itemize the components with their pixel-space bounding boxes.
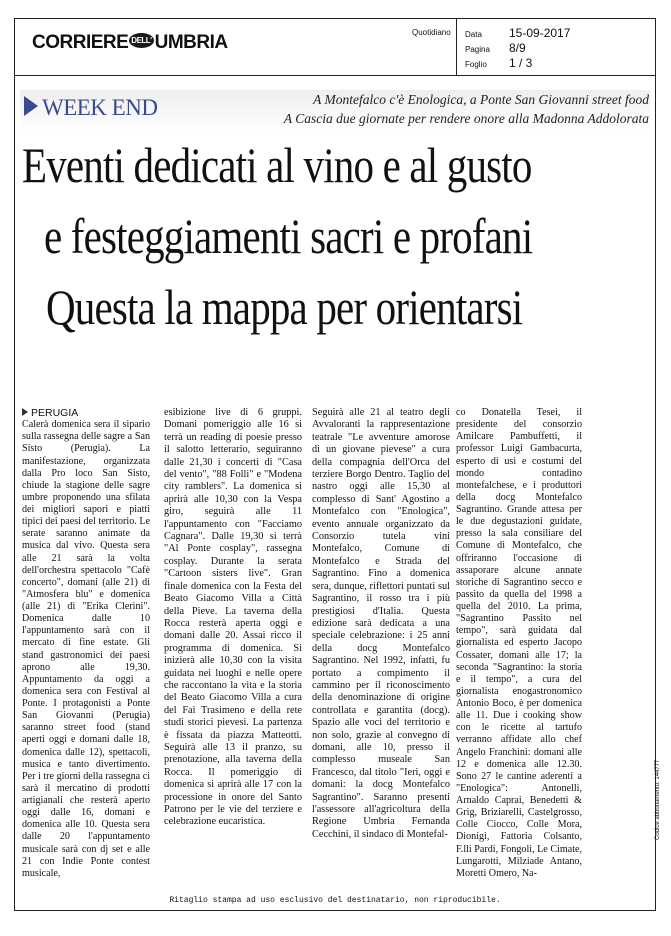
logo-mid: DELL' [129,33,153,48]
newspaper-logo [32,32,228,54]
meta-value-page: 8/9 [509,41,526,55]
byline-arrow-icon [22,408,28,416]
section-title: WEEK END [42,95,158,120]
footer-notice: Ritaglio stampa ad uso esclusivo del destinatario, non riproducibile. [169,896,501,905]
deck-line-1: A Montefalco c'è Enologica, a Ponte San Giovanni street food [313,92,649,107]
byline: PERUGIA [22,407,150,419]
meta-value-date: 15-09-2017 [509,26,571,40]
play-triangle-icon [24,96,38,116]
deck-line-2: A Cascia due giornate per rendere onore alla Madonna Addolorata [283,111,649,126]
logo-right: UMBRIA [154,32,228,53]
article-column-1 [22,407,150,880]
meta-value-sheet: 1 / 3 [509,56,533,70]
subscription-code: Codice abbonamento: 144777 [655,759,661,840]
article-column-3 [312,407,450,841]
column-3-text: Seguirà alle 21 al teatro degli Avvaloranti la rappresentazione teatrale "Le avventure amorose di un giovane pievese" a cura della compagnia dell'Orca del terziere Borgo Dentro. Taglio del nastro oggi alle 15,30 al complesso di Sant' Agostino a Montefalco con "Enologica", evento annuale organizzato da Consorzio tutela vini Montefalco, Comune di Montefalco e Strada del Sagrantino. Fino a domenica sera, dunque, riflettori puntati sul Sagrantino, il rosso tra i più prestigiosi d'Italia. Questa edizione sarà dedicata a una speciale celebrazione: i 25 anni della docg Montefalco Sagrantino. Nel 1992, infatti, fu portato a compimento il cammino per il riconoscimento della denominazione di origine controllata e garantita (docg). Spazio alle voci del territorio e non solo, grazie al convegno di domani, alle 10, presso il complesso museale San Francesco, dal titolo "Ieri, oggi e domani: la docg Montefalco Sagrantino". Saranno presenti l'assessore all'agricoltura della Regione Umbria Fernanda Cecchini, il sindaco di Montefal- [312,407,450,840]
headline-line-1: Eventi dedicati al vino e al gusto [22,137,532,193]
column-4-text: co Donatella Tesei, il presidente del consorzio Amilcare Pambuffetti, il professor Luigi Gambacurta, esperto di usi e costumi del mondo contadino montefalchese, e i produttori della docg Montefalco Sagrantino. Grande attesa per le due degustazioni guidate, presso la sala consiliare del Comune di Montefalco, che offriranno l'occasione di assaporare alcune annate storiche di Sagrantino secco e passito da quella del 1998 a quella del 2010. La prima, "Sagrantino Passito nel tempo", sarà guidata dal giornalista ed esperto Jacopo Cossater, domani alle 17; la seconda "Sagrantino: la storia e il tempo", a cura del giornalista enogastronomico Antonio Boco, è per domenica alle 11. Due i cooking show con le ricette al tartufo verranno affidate allo chef Angelo Franchini: domani alle 12 e domenica alle 12.30. Sono 27 le cantine aderenti a "Enologica": Antonelli, Arnaldo Caprai, Benedetti & Grig, Briziarelli, Castelgrosso, Colle Ciocco, Colle Mora, Dionigi, Fattoria Colsanto, F.lli Pardi, Fongoli, Le Cimate, Lungarotti, Milziade Antano, Moretti Omero, Na- [456,407,582,879]
article-column-2 [164,407,302,829]
clipping-header [14,18,656,76]
logo-left: CORRIERE [32,32,129,53]
publication-type: Quotidiano [412,28,451,37]
column-2-text: esibizione live di 6 gruppi. Domani pomeriggio alle 16 si terrà un reading di poesie presso il salotto letterario, seguiranno dalle 21,30 i concerti di "Casa del vento", "88 Folli" e "Modena city ramblers". La domenica si aprirà alle 10,30 con la Vespa giro, seguirà alle 11 l'appuntamento con "Facciamo Cagnara". Dalle 19,30 si terrà "Al Ponte cosplay", rassegna cosplay. Durante la serata "Cartoon sisters live". Gran finale domenica con la Festa del Beato Giacomo Villa a Città della Pieve. La taverna della Rocca resterà aperta oggi e domani dalle 20. Assai ricco il programma di domenica. Si inizierà alle 10,30 con la visita guidata nei luoghi e nelle opere che raccontano la vita e la storia del Beato Giacomo Villa a cura del Fai Trasimeno e della rete studi storici pievesi. La partenza è fissata da piazza Matteotti. Seguirà alle 13 il pranzo, su prenotazione, alla taverna della Rocca. Il pomeriggio di domenica si aprirà alle 17 con la processione in onore del Santo Patrono per le vie del terziere e celebrazione eucaristica. [164,407,302,828]
meta-label-page: Pagina [465,45,490,54]
meta-label-date: Data [465,30,482,39]
article-column-4 [456,407,582,880]
meta-label-sheet: Foglio [465,60,487,69]
meta-box [456,18,657,76]
column-1-text: Calerà domenica sera il sipario sulla rassegna delle sagre a San Sisto (Perugia). La manifestazione, organizzata dalla Pro loco San Sisto, chiude la stagione delle sagre umbre proponendo una sfilata dei migliori sapori e piatti tipici dei paesi del territorio. Le serate saranno animate da musica dal vivo. Questa sera alle 21 sarà la volta dell'orchestra spettacolo "Cafè concerto", domani (alle 21) di "Atmosfera blu" e domenica (alle 21) di "Erika Clerini". Domenica dalle 10 l'appuntamento sarà con il mercato di fine estate. Gli stand gastronomici dei paesi aprono alle 19,30. Appuntamento da oggi a domenica sera con Festival al Ponte. I protagonisti a Ponte San Giovanni (Perugia) saranno street food (stand aperti oggi e domani dalle 18, domenica dalle 12), spettacoli, musica e tanto divertimento. Per i tre giorni della rassegna ci sarà il mercatino di prodotti artigianali che resterà aperto oggi dalle 16, domani e domenica alle 10. Questa sera dalle 20 l'appuntamento musicale sarà con dj set e alle 21 con Indie Ponte contest musicale, [22,419,150,879]
headline-line-2: e festeggiamenti sacri e profani [44,208,533,264]
headline-line-3: Questa la mappa per orientarsi [46,279,523,335]
